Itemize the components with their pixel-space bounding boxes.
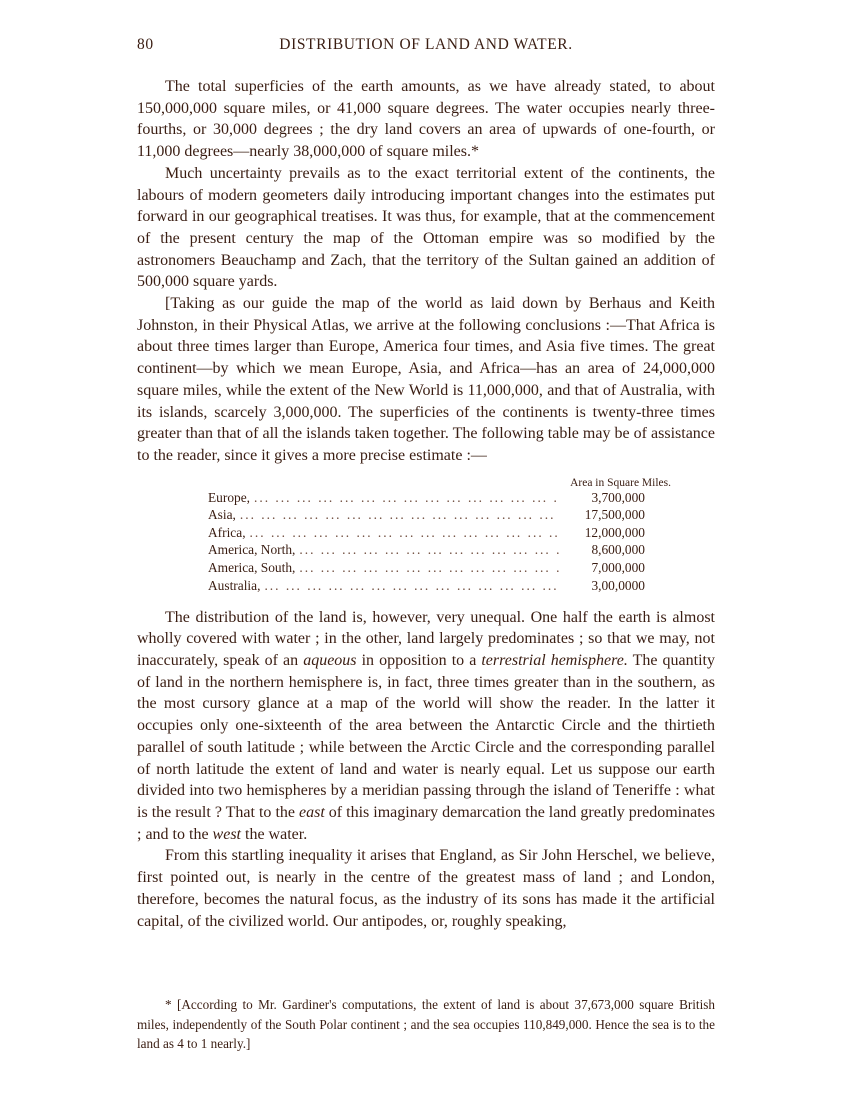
- emphasis-terrestrial: terrestrial hemisphere.: [481, 652, 628, 670]
- paragraph-1: The total superficies of the earth amounts, as we have already stated, to about 150,000,000 square miles, or 41,000 square degrees. The water occupies nearly three-fourths, or 30,000 degrees ; the dry land covers an area of upwards of one-fourth, or 11,000 degrees—nearly 38,000,000 of square miles.*: [137, 78, 715, 161]
- row-name: Asia,: [208, 507, 236, 523]
- row-name: Africa,: [208, 524, 246, 540]
- table-rows: [208, 489, 645, 595]
- leader-dots: [260, 577, 559, 595]
- area-table: [137, 475, 715, 593]
- table-row: [208, 559, 645, 577]
- row-value: 17,500,000: [584, 507, 645, 523]
- table-row: [208, 541, 645, 559]
- paragraph-4: [137, 607, 715, 846]
- page-body: [137, 76, 715, 932]
- row-value: 7,000,000: [591, 560, 645, 576]
- row-value: 12,000,000: [584, 524, 645, 540]
- row-name: America, South,: [208, 560, 296, 576]
- row-value: 8,600,000: [591, 542, 645, 558]
- paragraph-4-text-c: The quantity of land in the northern hemisphere is, in fact, three times greater than in the southern, as the most cursory glance at a map of the world will show the reader. In the latter it occupies only one-sixteenth of the area between the Antarctic Circle and the thirtieth parallel of south latitude ; while between the Arctic Circle and the corresponding parallel of north latitude the extent of land and water is nearly equal. Let us suppose our earth divided into two hemispheres by a meridian passing through the island of Teneriffe : what is the result ? That to the: [137, 652, 715, 821]
- leader-dots: [236, 506, 559, 524]
- leader-dots: [295, 559, 559, 577]
- table-row: [208, 524, 645, 542]
- paragraph-3: [Taking as our guide the map of the world as laid down by Berhaus and Keith Johnston, in their Physical Atlas, we arrive at the following conclusions :—That Africa is about three times larger than Europe, America four times, and Asia five times. The great continent—by which we mean Europe, Asia, and Africa—has an area of 24,000,000 square miles, while the extent of the New World is 11,000,000, and that of Australia, with its islands, scarcely 3,000,000. The superficies of the continents is twenty-three times greater than that of all the islands taken together. The following table may be of assistance to the reader, since it gives a more precise estimate :—: [137, 295, 715, 464]
- leader-dots: [250, 489, 559, 507]
- row-name: America, North,: [208, 542, 296, 558]
- paragraph-5: From this startling inequality it arises that England, as Sir John Herschel, we believe, first pointed out, is nearly in the centre of the greatest mass of land ; and London, therefore, becomes the natural focus, as the industry of its sons has made it the artificial capital, of the civilized world. Our antipodes, or, roughly speaking,: [137, 847, 715, 930]
- page-header: [137, 36, 715, 60]
- paragraph-4-text-d: of this imaginary demarcation the land greatly predominates ; and to the: [137, 803, 715, 843]
- footnote: * [According to Mr. Gardiner's computations, the extent of land is about 37,673,000 square British miles, independently of the South Polar continent ; and the sea occupies 110,849,000. Hence the sea is to the land as 4 to 1 nearly.]: [137, 997, 715, 1051]
- emphasis-east: east: [299, 803, 325, 821]
- table-row: [208, 577, 645, 595]
- paragraph-2: Much uncertainty prevails as to the exact territorial extent of the continents, the labours of modern geometers daily introducing important changes into the estimates put forward in our geographical treatises. It was thus, for example, that at the commencement of the present century the map of the Ottoman empire was so modified by the astronomers Beauchamp and Zach, that the territory of the Sultan gained an addition of 500,000 square yards.: [137, 164, 715, 291]
- leader-dots: [295, 541, 559, 559]
- row-value: 3,00,0000: [591, 577, 645, 593]
- leader-dots: [246, 524, 559, 542]
- running-head: DISTRIBUTION OF LAND AND WATER.: [279, 36, 573, 53]
- paragraph-4-text-e: the water.: [241, 825, 308, 843]
- row-name: Australia,: [208, 577, 261, 593]
- emphasis-west: west: [212, 825, 241, 843]
- paragraph-4-text-b: in opposition to a: [356, 652, 482, 670]
- page-number: 80: [137, 36, 154, 53]
- emphasis-aqueous: aqueous: [303, 652, 357, 670]
- paragraph-4-text-a: The distribution of the land is, however, very unequal. One half the earth is almost wholly covered with water ; in the other, land largely predominates ; so that we may, not inaccurately, speak of an: [137, 608, 715, 670]
- table-row: [208, 489, 645, 507]
- table-unit-header: Area in Square Miles.: [570, 476, 671, 489]
- row-value: 3,700,000: [591, 489, 645, 505]
- row-name: Europe,: [208, 489, 251, 505]
- table-row: [208, 506, 645, 524]
